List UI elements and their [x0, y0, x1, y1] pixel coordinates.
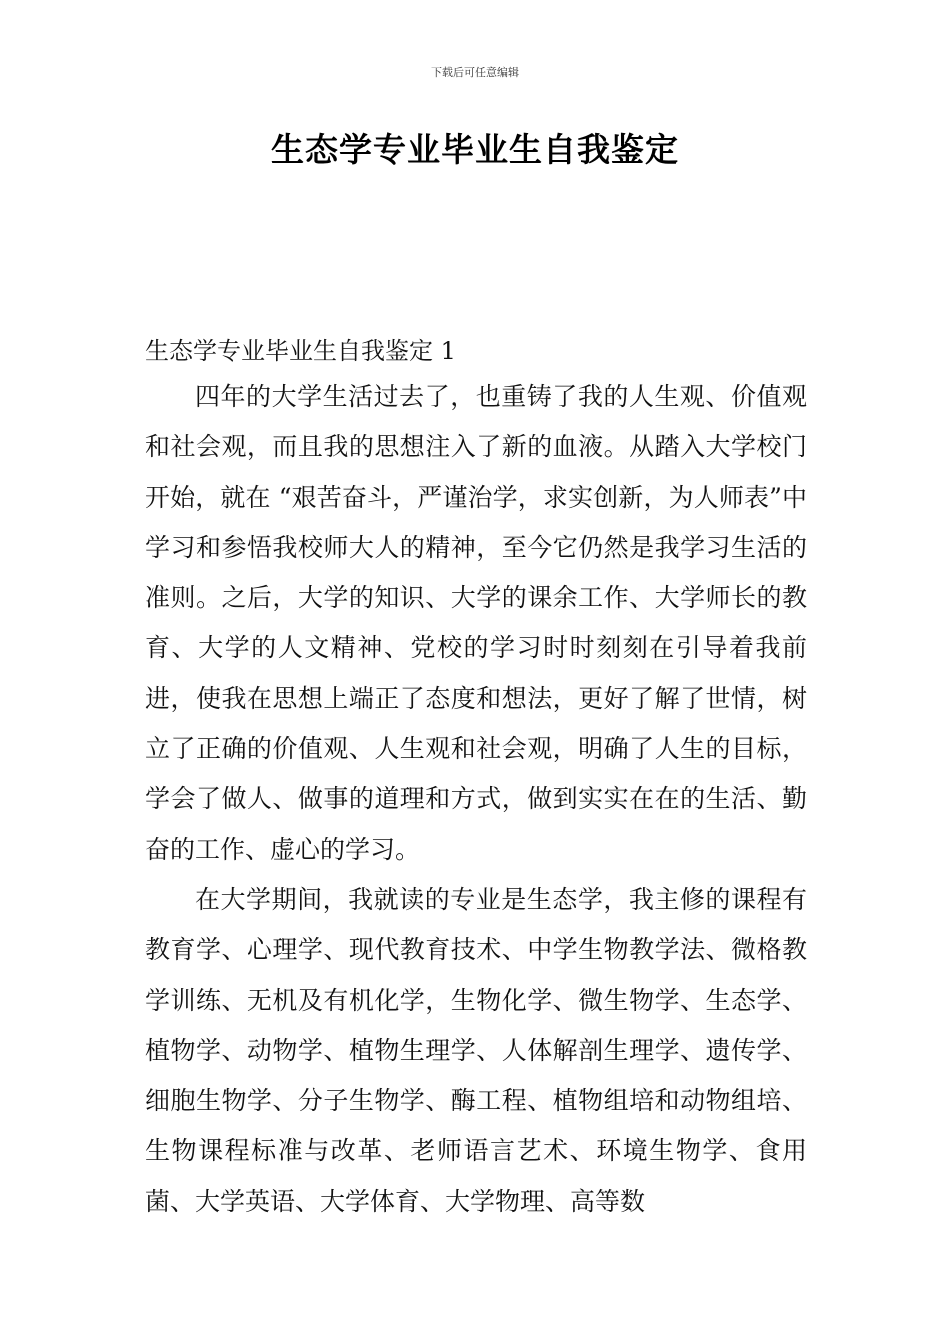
header-note: 下载后可任意编辑	[431, 66, 519, 79]
paragraph: 四年的大学生活过去了，也重铸了我的人生观、价值观和社会观，而且我的思想注入了新的血液。从踏入大学校门开始，就在 “艰苦奋斗，严谨治学，求实创新，为人师表”中学习和参悟我校师大人的精神，至今它仍然是我学习生活的准则。之后，大学的知识、大学的课余工作、大学师长的教育、大学的人文精神、党校的学习时时刻刻在引导着我前进，使我在思想上端正了态度和想法，更好了解了世情，树立了正确的价值观、人生观和社会观，明确了人生的目标，学会了做人、做事的道理和方式，做到实实在在的生活、勤奋的工作、虚心的学习。	[145, 382, 807, 864]
section-heading: 生态学专业毕业生自我鉴定 1	[145, 337, 456, 365]
document-body	[145, 372, 807, 1227]
paragraph: 在大学期间，我就读的专业是生态学，我主修的课程有教育学、心理学、现代教育技术、中学生物教学法、微格教学训练、无机及有机化学，生物化学、微生物学、生态学、植物学、动物学、植物生理学、人体解剖生理学、遗传学、细胞生物学、分子生物学、酶工程、植物组培和动物组培、生物课程标准与改革、老师语言艺术、环境生物学、食用菌、大学英语、大学体育、大学物理、高等数	[145, 884, 807, 1216]
document-title: 生态学专业毕业生自我鉴定	[271, 130, 679, 169]
